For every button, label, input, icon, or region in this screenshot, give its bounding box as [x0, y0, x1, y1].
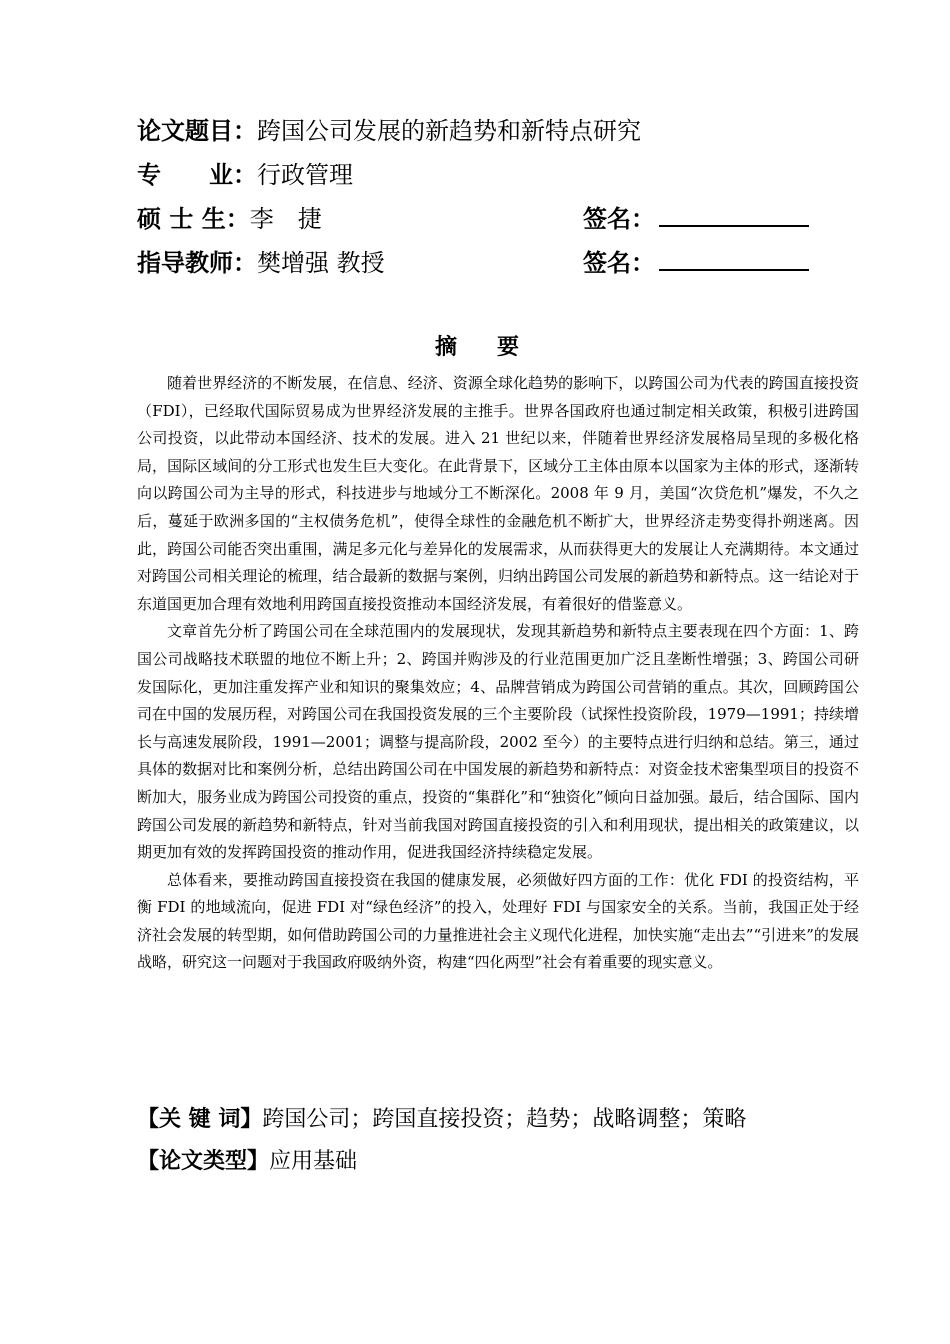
- paper-type-label: 【论文类型】: [137, 1149, 270, 1174]
- abstract-paragraph-1: 随着世界经济的不断发展，在信息、经济、资源全球化趋势的影响下，以跨国公司为代表的跨国直接投资（FDI），已经取代国际贸易成为世界经济发展的主推手。世界各国政府也通过制定相关政策，积极引进跨国公司投资，以此带动本国经济、技术的发展。进入 21 世纪以来，伴随着世界经济发展格局呈现的多极化格局，国际区域间的分工形式也发生巨大变化。在此背景下，区域分工主体由原本以国家为主体的形式，逐渐转向以跨国公司为主导的形式，科技进步与地域分工不断深化。2008 年 9 月，美国“次贷危机”爆发，不久之后，蔓延于欧洲多国的“主权债务危机”，使得全球性的金融危机不断扩大，世界经济走势变得扑朔迷离。因此，跨国公司能否突出重围，满足多元化与差异化的发展需求，从而获得更大的发展让人充满期待。本文通过对跨国公司相关理论的梳理，结合最新的数据与案例，归纳出跨国公司发展的新趋势和新特点。这一结论对于东道国更加合理有效地利用跨国直接投资推动本国经济发展，有着很好的借鉴意义。: [137, 374, 859, 613]
- student-signature-label: 签名：: [583, 205, 655, 233]
- student-signature: [583, 202, 809, 236]
- paper-type-value: 应用基础: [269, 1149, 358, 1174]
- advisor-label: 指导教师：: [137, 249, 257, 277]
- abstract-paragraph-2: 文章首先分析了跨国公司在全球范围内的发展现状，发现其新趋势和新特点主要表现在四个方面：1、跨国公司战略技术联盟的地位不断上升；2、跨国并购涉及的行业范围更加广泛且垄断性增强；3、跨国公司研发国际化，更加注重发挥产业和知识的聚集效应；4、品牌营销成为跨国公司营销的重点。其次，回顾跨国公司在中国的发展历程，对跨国公司在我国投资发展的三个主要阶段（试探性投资阶段，1979—1991；持续增长与高速发展阶段，1991—2001；调整与提高阶段，2002 至今）的主要特点进行归纳和总结。第三，通过具体的数据对比和案例分析，总结出跨国公司在中国发展的新趋势和新特点：对资金技术密集型项目的投资不断加大，服务业成为跨国公司投资的重点，投资的“集群化”和“独资化”倾向日益加强。最后，结合国际、国内跨国公司发展的新趋势和新特点，针对当前我国对跨国直接投资的引入和利用现状，提出相关的政策建议，以期更加有效的发挥跨国投资的推动作用，促进我国经济持续稳定发展。: [137, 622, 859, 862]
- advisor-value: 樊增强 教授: [257, 249, 385, 277]
- student-label: 硕 士 生：: [137, 205, 250, 233]
- thesis-title-label: 论文题目：: [137, 117, 257, 145]
- paper-type-row: [137, 1144, 357, 1178]
- abstract-paragraph-3: 总体看来，要推动跨国直接投资在我国的健康发展，必须做好四方面的工作：优化 FDI 的投资结构，平衡 FDI 的地域流向，促进 FDI 对“绿色经济”的投入，处理好 FDI 与国家安全的关系。当前，我国正处于经济社会发展的转型期，如何借助跨国公司的力量推进社会主义现代化进程，加快实施“走出去”“引进来”的发展战略，研究这一问题对于我国政府吸纳外资，构建“四化两型”社会有着重要的现实意义。: [137, 870, 859, 972]
- major-row: [137, 158, 353, 192]
- advisor-signature: [583, 246, 809, 280]
- keywords-label: 【关 键 词】: [137, 1107, 263, 1132]
- advisor-row: [137, 246, 385, 280]
- advisor-signature-line: [659, 247, 809, 271]
- major-value: 行政管理: [257, 161, 353, 189]
- abstract-heading: 摘要: [434, 335, 559, 360]
- thesis-title-row: [137, 114, 641, 148]
- keywords-value: 跨国公司；跨国直接投资；趋势；战略调整；策略: [262, 1107, 747, 1132]
- keywords-row: [137, 1102, 746, 1136]
- abstract-body: [137, 370, 859, 977]
- major-label: 专 业：: [137, 161, 257, 189]
- student-row: [137, 202, 322, 236]
- thesis-title-value: 跨国公司发展的新趋势和新特点研究: [257, 117, 641, 145]
- advisor-signature-label: 签名：: [583, 249, 655, 277]
- student-value: 李 捷: [249, 205, 322, 233]
- student-signature-line: [659, 203, 809, 227]
